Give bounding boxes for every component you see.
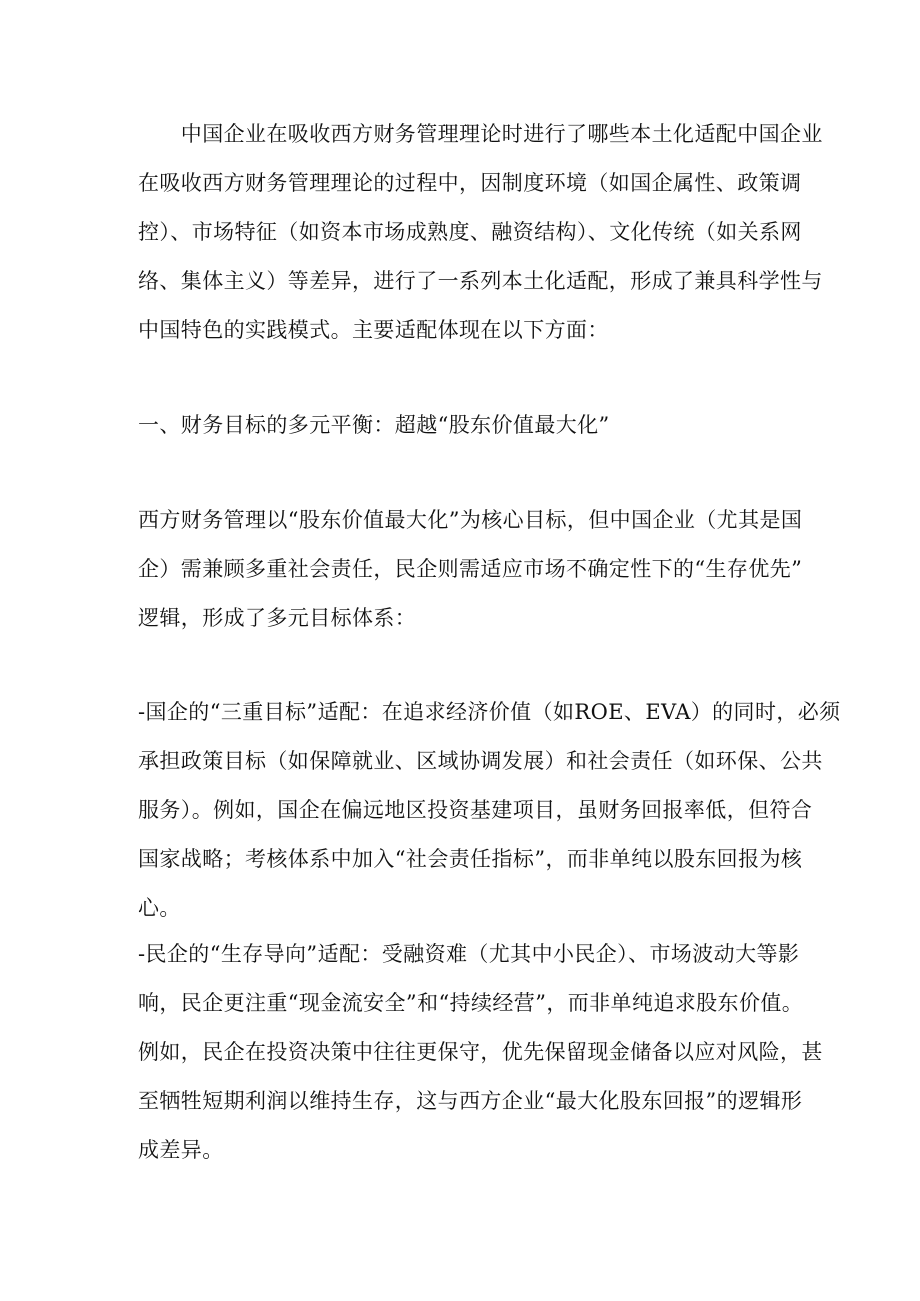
soe-line-1: -国企的“三重目标”适配：在追求经济价值（如ROE、EVA）的同时，必须	[138, 700, 841, 724]
private-line-3: 例如，民企在投资决策中往往更保守，优先保留现金储备以应对风险，甚	[138, 1040, 823, 1064]
paragraph2-line-1: 西方财务管理以“股东价值最大化”为核心目标，但中国企业（尤其是国	[138, 508, 803, 532]
intro-line-4: 络、集体主义）等差异，进行了一系列本土化适配，形成了兼具科学性与	[138, 269, 823, 293]
private-line-2: 响，民企更注重“现金流安全”和“持续经营”，而非单纯追求股东价值。	[138, 991, 804, 1015]
paragraph2-line-3: 逻辑，形成了多元目标体系：	[138, 606, 417, 630]
soe-line-2: 承担政策目标（如保障就业、区域协调发展）和社会责任（如环保、公共	[138, 749, 823, 773]
intro-line-5: 中国特色的实践模式。主要适配体现在以下方面：	[138, 318, 609, 342]
intro-line-2: 在吸收西方财务管理理论的过程中，因制度环境（如国企属性、政策调	[138, 171, 802, 195]
private-line-4: 至牺牲短期利润以维持生存，这与西方企业“最大化股东回报”的逻辑形	[138, 1089, 803, 1113]
soe-line-5: 心。	[138, 896, 181, 920]
intro-line-3: 控）、市场特征（如资本市场成熟度、融资结构）、文化传统（如关系网	[138, 220, 802, 244]
paragraph2-line-2: 企）需兼顾多重社会责任，民企则需适应市场不确定性下的“生存优先”	[138, 557, 803, 581]
section-heading: 一、财务目标的多元平衡：超越“股东价值最大化”	[138, 413, 610, 437]
intro-line-1: 中国企业在吸收西方财务管理理论时进行了哪些本土化适配中国企业	[138, 122, 823, 146]
soe-line-3: 服务）。例如，国企在偏远地区投资基建项目，虽财务回报率低，但符合	[138, 798, 813, 822]
soe-line-4: 国家战略；考核体系中加入“社会责任指标”，而非单纯以股东回报为核	[138, 847, 803, 871]
private-line-5: 成差异。	[138, 1138, 224, 1162]
private-line-1: -民企的“生存导向”适配：受融资难（尤其中小民企）、市场波动大等影	[138, 942, 800, 966]
